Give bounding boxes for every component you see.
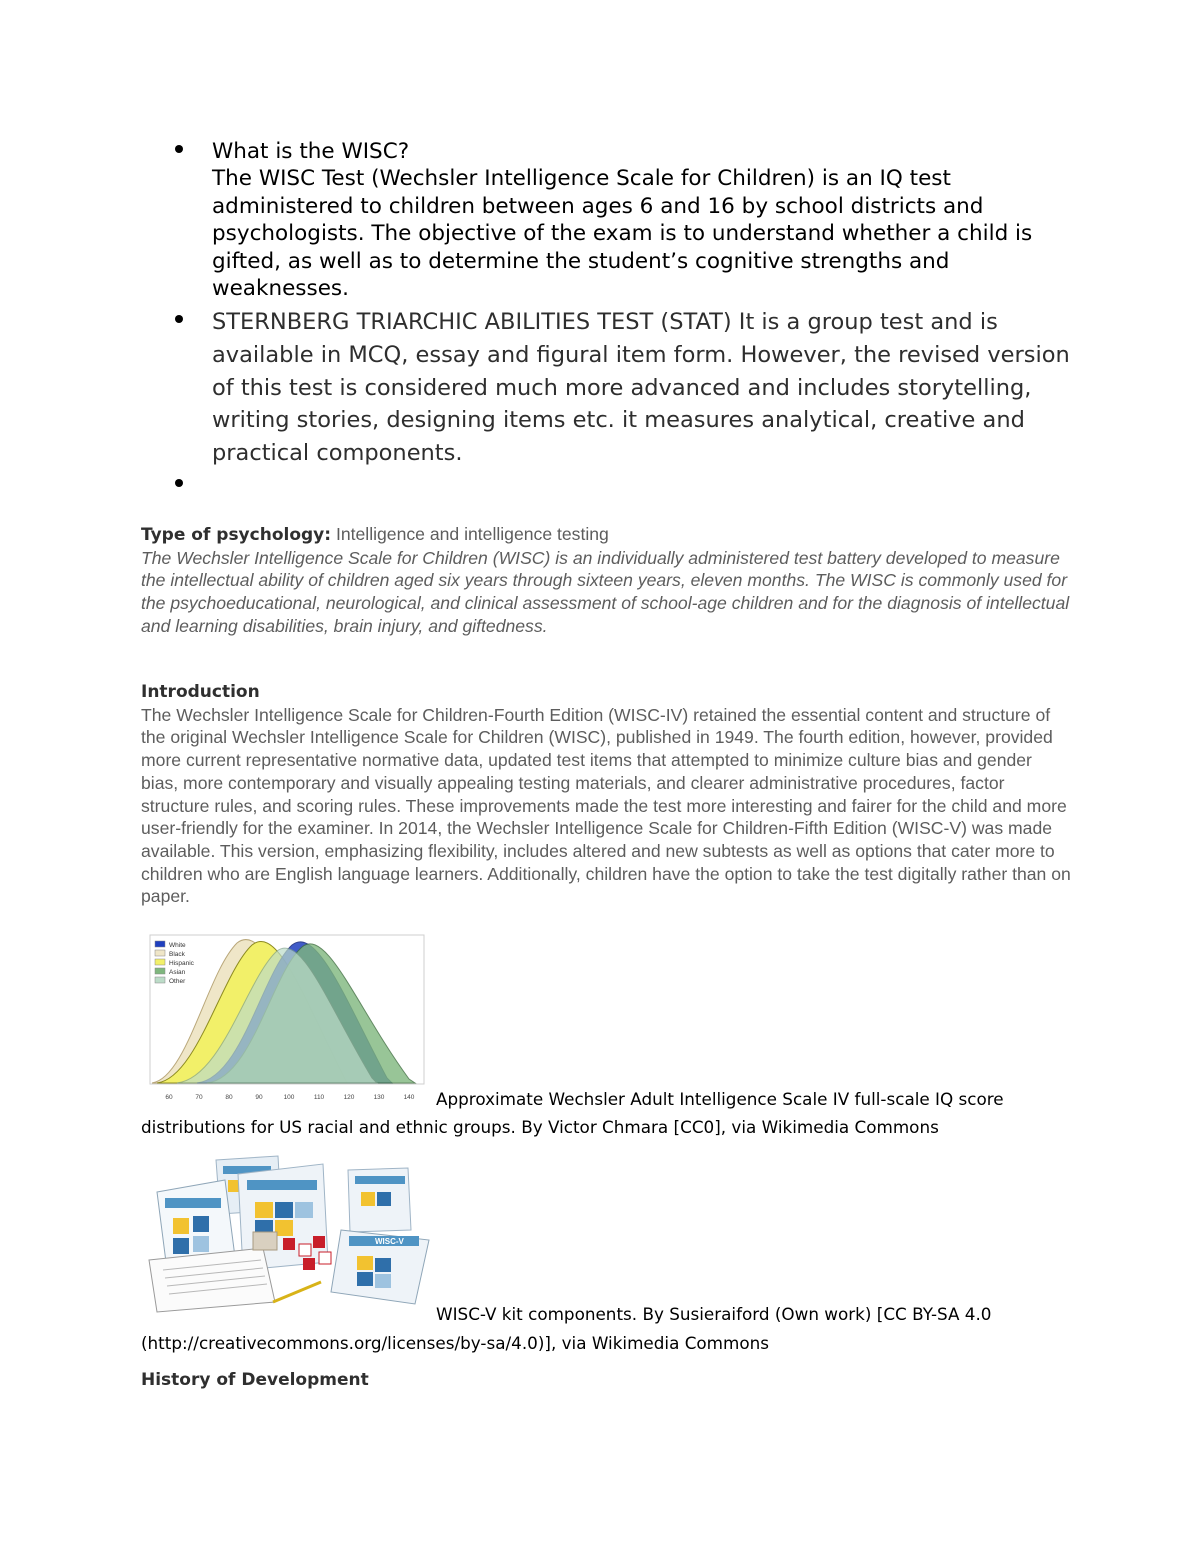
introduction-heading: Introduction	[141, 682, 260, 702]
type-value: Intelligence and intelligence testing	[331, 524, 609, 544]
x-tick-label: 90	[255, 1094, 263, 1101]
figure1-caption-line1: Approximate Wechsler Adult Intelligence Scale IV full-scale IQ score	[436, 1089, 1004, 1109]
legend-label: Black	[169, 951, 185, 958]
figure2-caption-line1: WISC-V kit components. By Susieraiford (Own work) [CC BY-SA 4.0	[436, 1304, 992, 1324]
type-line	[141, 523, 1071, 547]
legend-swatch	[155, 968, 165, 974]
figure2-caption-line2: (http://creativecommons.org/licenses/by-sa/4.0)], via Wikimedia Commons	[141, 1333, 770, 1353]
legend-swatch	[155, 959, 165, 965]
history-heading: History of Development	[141, 1370, 369, 1390]
x-tick-label: 80	[225, 1094, 233, 1101]
legend-label: Other	[169, 978, 186, 985]
kit-box-front	[331, 1230, 429, 1304]
x-tick-label: 140	[403, 1094, 415, 1101]
box-label: WISC-V	[375, 1237, 404, 1246]
bullet-dot	[175, 479, 183, 487]
type-section	[141, 523, 1071, 638]
bullet-body: STERNBERG TRIARCHIC ABILITIES TEST (STAT) It is a group test and is available in MCQ, essay and figural item form. However, the revised version of this test is considered much more advanced and includes storytelling, writing stories, designing items etc. it measures analytical, creative and practical components.	[212, 309, 1070, 466]
x-tick-label: 100	[283, 1094, 295, 1101]
legend-label: White	[169, 942, 186, 949]
bullet-title: What is the WISC?	[212, 139, 410, 164]
iq-distribution-image	[147, 933, 427, 1106]
legend-label: Asian	[169, 969, 186, 976]
wisc-kit-image	[143, 1152, 435, 1315]
kit-forms	[149, 1248, 275, 1312]
bullet-item-stat	[170, 306, 1070, 469]
type-description: The Wechsler Intelligence Scale for Children (WISC) is an individually administered test battery developed to measure the intellectual ability of children aged six years through sixteen years, eleven months. The WISC is commonly used for the psychoeducational, neurological, and clinical assessment of school-age children and for the diagnosis of intellectual and learning disabilities, brain injury, and giftedness.	[141, 547, 1070, 636]
figure1-caption-line2: distributions for US racial and ethnic groups. By Victor Chmara [CC0], via Wikimedia Commons	[141, 1117, 939, 1137]
bullet-dot	[175, 315, 183, 323]
legend-label: Hispanic	[169, 960, 194, 967]
bullet-item-wisc	[170, 138, 1070, 302]
introduction-section	[141, 681, 1071, 908]
legend-swatch	[155, 941, 165, 947]
bullet-body: The WISC Test (Wechsler Intelligence Scale for Children) is an IQ test administered to children between ages 6 and 16 by school districts and psychologists. The objective of the exam is to understand whether a child is gifted, as well as to determine the student’s cognitive strengths and weaknesses.	[212, 166, 1033, 302]
x-tick-label: 60	[165, 1094, 173, 1101]
wisc-kit-graphic	[143, 1152, 435, 1315]
x-tick-label: 70	[195, 1094, 203, 1101]
legend-swatch	[155, 950, 165, 956]
kit-box	[348, 1168, 411, 1232]
x-axis-ticks	[165, 1094, 414, 1101]
iq-distribution-graphic	[147, 933, 427, 1106]
bullet-item-empty	[170, 475, 1070, 493]
introduction-text: The Wechsler Intelligence Scale for Children-Fourth Edition (WISC-IV) retained the essential content and structure of the original Wechsler Intelligence Scale for Children (WISC), published in 1949. The fourth edition, however, provided more current representative normative data, updated test items that attempted to minimize culture bias and gender bias, more contemporary and visually appealing testing materials, and clearer administrative procedures, factor structure rules, and scoring rules. These improvements made the test more interesting and fairer for the child and more user-friendly for the examiner. In 2014, the Wechsler Intelligence Scale for Children-Fifth Edition (WISC-V) was made available. This version, emphasizing flexibility, includes altered and new subtests as well as options that cater more to children who are English language learners. Additionally, children have the option to take the test digitally rather than on paper.	[141, 704, 1071, 907]
bullet-list	[170, 138, 1070, 493]
legend-swatch	[155, 977, 165, 983]
x-tick-label: 130	[373, 1094, 385, 1101]
type-label: Type of psychology:	[141, 525, 332, 545]
x-tick-label: 120	[343, 1094, 355, 1101]
x-tick-label: 110	[313, 1094, 325, 1101]
bullet-dot	[175, 145, 183, 153]
